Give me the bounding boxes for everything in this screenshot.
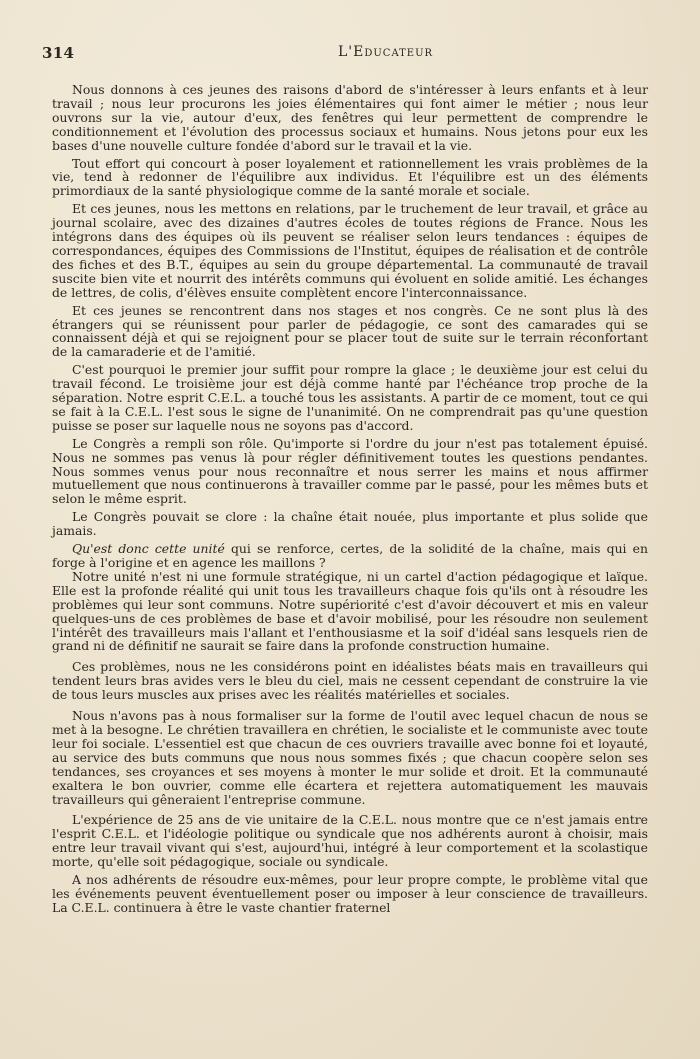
paragraph: Et ces jeunes, nous les mettons en relations, par le truchement de leur travail, et grâce au journal scolaire, avec des dizaines d'autres écoles de toutes régions de France. Nous les intégrons dans des équipes où ils peuvent se réaliser selon leurs tendances : équipes de correspondances, équipes des Commissions de l'Institut, équipes de réalisation et de contrôle des fiches et des B.T., équipes au sein du groupe départemental. La communauté de travail suscite bien vite et nourrit des intérêts communs qui évoluent en solide amitié. Les échanges de lettres, de colis, d'élèves ensuite complètent encore l'interconnaissance. [52,201,648,300]
paragraph: Notre unité n'est ni une formule stratégique, ni un cartel d'action pédagogique et laïque. Elle est la profonde réalité qui unit tous les travailleurs chaque fois qu'ils ont à résoudre les problèmes qui leur sont communs. Notre supériorité c'est d'avoir découvert et mis en valeur quelques-uns de ces problèmes de base et d'avoir mobilisé, pour les résoudre non seulement l'intérêt des travailleurs mais l'allant et l'enthousiasme et la soif d'idéal sans lesquels rien de grand ni de définitif ne saurait se faire dans la profonde construction humaine. [52,568,648,654]
paragraph: Le Congrès pouvait se clore : la chaîne était nouée, plus importante et plus solide que jamais. [52,509,648,539]
italic-phrase: Qu'est donc cette unité [72,541,225,557]
article-body [52,83,648,915]
paragraph: L'expérience de 25 ans de vie unitaire de la C.E.L. nous montre que ce n'est jamais entre l'esprit C.E.L. et l'idéologie politique ou syndicale que nos adhérents auront à choisir, mais entre leur travail vivant qui s'est, aujourd'hui, intégré à leur comportement et la scolastique morte, qu'elle soit pédagogique, sociale ou syndicale. [52,812,648,870]
paragraph: C'est pourquoi le premier jour suffit pour rompre la glace ; le deuxième jour est celui du travail fécond. Le troisième jour est déjà comme hanté par l'échéance trop proche de la séparation. Notre esprit C.E.L. a touché tous les assistants. A partir de ce moment, tout ce qui se fait à la C.E.L. l'est sous le signe de l'unanimité. On ne comprendrait pas qu'une question puisse se poser sur laquelle nous ne soyons pas d'accord. [52,362,648,433]
page-header [42,44,652,64]
paragraph-text: qui se renforce, certes, de la solidité de la chaîne, mais qui en forge à l'origine et en agence les maillons ? [52,541,648,570]
paragraph: Nous donnons à ces jeunes des raisons d'abord de s'intéresser à leurs enfants et à leur travail ; nous leur procurons les joies élémentaires qui font aimer le métier ; nous leur ouvrons sur la vie, autour d'eux, des fenêtres qui leur permettent de comprendre le conditionnement et l'évolution des processus sociaux et humains. Nous jetons pour eux les bases d'une nouvelle culture fondée d'abord sur le travail et la vie. [52,82,648,153]
paragraph: Nous n'avons pas à nous formaliser sur la forme de l'outil avec lequel chacun de nous se met à la besogne. Le chrétien travaillera en chrétien, le socialiste et le communiste avec toute leur foi sociale. L'essentiel est que chacun de ces ouvriers travaille avec bonne foi et loyauté, au service des buts communs que nous nous sommes fixés ; que chacun coopère selon ses tendances, ses croyances et ses moyens à monter le mur solide et droit. Et la communauté exaltera le bon ouvrier, comme elle écartera et rejettera automatiquement les mauvais travailleurs qui gêneraient l'entreprise commune. [52,708,648,807]
paragraph: Tout effort qui concourt à poser loyalement et rationnellement les vrais problèmes de la vie, tend à redonner de l'équilibre aux individus. Et l'équilibre est un des éléments primordiaux de la santé physiologique comme de la santé morale et sociale. [52,155,648,199]
page-number: 314 [42,44,75,62]
paragraph: A nos adhérents de résoudre eux-mêmes, pour leur propre compte, le problème vital que les événements peuvent éventuellement poser ou imposer à leur conscience de travailleurs. La C.E.L. continuera à être le vaste chantier fraternel [52,872,648,915]
paragraph: Et ces jeunes se rencontrent dans nos stages et nos congrès. Ce ne sont plus là des étrangers qui se réunissent pour parler de pédagogie, ce sont des camarades qui se connaissent déjà et qui se rejoignent pour se placer tout de suite sur le terrain réconfortant de la camaraderie et de l'amitié. [52,302,648,360]
paragraph: Le Congrès a rempli son rôle. Qu'importe si l'ordre du jour n'est pas totalement épuisé. Nous ne sommes pas venus là pour régler définitivement toutes les questions pendantes. Nous sommes venus pour nous reconnaître et nous serrer les mains et nous affirmer mutuellement que nous continuerons à travailler comme par le passé, pour les mêmes buts et selon le même esprit. [52,435,648,507]
paragraph: Ces problèmes, nous ne les considérons point en idéalistes béats mais en travailleurs qui tendent leurs bras avides vers le bleu du ciel, mais ne cessent cependant de construire la vie de tous leurs muscles aux prises avec les réalités matérielles et sociales. [52,659,648,703]
paragraph [52,542,648,570]
running-title: L'Educateur [338,44,434,60]
